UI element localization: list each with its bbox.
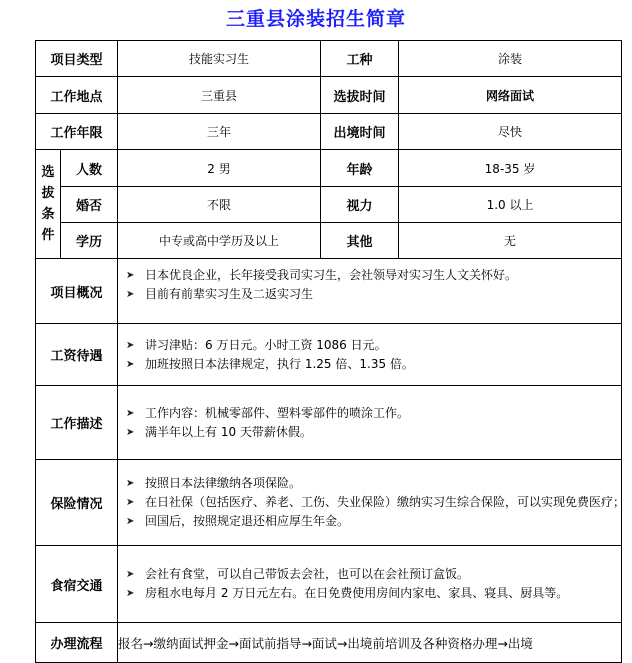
section-label: 工资待遇: [36, 324, 118, 386]
group-label-char: 拔: [41, 186, 55, 201]
field-value: 尽快: [399, 114, 622, 150]
section-content: [118, 546, 622, 623]
group-label-char: 选: [41, 165, 55, 180]
list-item: [124, 266, 621, 285]
list-item-text: 加班按照日本法律规定，执行 1.25 倍、1.35 倍。: [145, 356, 414, 371]
field-value: 三年: [118, 114, 321, 150]
list-item: [124, 404, 621, 423]
field-value: 2 男: [118, 150, 321, 187]
info-row: [36, 41, 622, 77]
group-label-char: 件: [41, 228, 55, 243]
arrow-bullet-icon: ➤: [126, 358, 135, 370]
list-item: [124, 584, 621, 603]
process-flow: 报名→缴纳面试押金→面试前指导→面试→出境前培训及各种资格办理→出境: [118, 623, 622, 663]
field-value: 无: [399, 223, 622, 259]
field-label: 项目类型: [36, 41, 118, 77]
list-item-text: 满半年以上有 10 天带薪休假。: [145, 424, 312, 439]
list-item: [124, 493, 626, 512]
info-row: [36, 77, 622, 114]
field-label: 出境时间: [321, 114, 399, 150]
arrow-bullet-icon: ➤: [126, 569, 135, 580]
page-title: 三重县涂装招生简章: [225, 8, 406, 30]
selection-row: [36, 187, 622, 223]
arrow-bullet-icon: ➤: [126, 497, 135, 508]
list-item-text: 日本优良企业，长年接受我司实习生，会社领导对实习生人文关怀好。: [145, 268, 518, 282]
section-label: 保险情况: [36, 460, 118, 546]
list-item-text: 工作内容：机械零部件、塑料零部件的喷涂工作。: [145, 405, 410, 420]
list-item-text: 目前有前辈实习生及二返实习生: [145, 287, 314, 301]
field-label: 婚否: [61, 187, 118, 223]
list-item: [124, 474, 621, 493]
section-label: 办理流程: [36, 623, 118, 663]
info-row: [36, 114, 622, 150]
field-value: 技能实习生: [118, 41, 321, 77]
field-label: 工作年限: [36, 114, 118, 150]
arrow-bullet-icon: ➤: [126, 588, 135, 599]
section-label: 工作描述: [36, 386, 118, 460]
field-value: 18-35 岁: [399, 150, 622, 187]
selection-group-label: [36, 150, 61, 259]
arrow-bullet-icon: ➤: [126, 426, 135, 438]
section-row: [36, 324, 622, 386]
recruitment-table: [35, 40, 626, 663]
field-label: 人数: [61, 150, 118, 187]
field-label: 工作地点: [36, 77, 118, 114]
section-row: [36, 259, 622, 324]
selection-row: [36, 223, 622, 259]
section-row: [36, 546, 622, 623]
arrow-bullet-icon: ➤: [126, 339, 135, 351]
field-value: 1.0 以上: [399, 187, 622, 223]
list-item: [124, 512, 621, 531]
field-label: 其他: [321, 223, 399, 259]
section-content: [118, 259, 622, 324]
section-label: 项目概况: [36, 259, 118, 324]
list-item: [124, 285, 621, 304]
section-content: [118, 386, 622, 460]
arrow-bullet-icon: ➤: [126, 478, 135, 489]
process-row: [36, 623, 622, 663]
list-item-text: 回国后，按照规定退还相应厚生年金。: [145, 514, 350, 528]
list-item: [124, 423, 621, 442]
arrow-bullet-icon: ➤: [126, 289, 135, 300]
field-value: 中专或高中学历及以上: [118, 223, 321, 259]
field-label: 工种: [321, 41, 399, 77]
field-value: 网络面试: [399, 77, 622, 114]
arrow-bullet-icon: ➤: [126, 270, 135, 281]
list-item-text: 按照日本法律缴纳各项保险。: [145, 476, 302, 490]
arrow-bullet-icon: ➤: [126, 516, 135, 527]
list-item: [124, 565, 621, 584]
field-label: 学历: [61, 223, 118, 259]
list-item: [124, 355, 621, 374]
section-content: [118, 324, 622, 386]
list-item-text: 会社有食堂，可以自己带饭去会社，也可以在会社预订盒饭。: [145, 567, 470, 581]
section-label: 食宿交通: [36, 546, 118, 623]
field-label: 视力: [321, 187, 399, 223]
field-label: 选拔时间: [321, 77, 399, 114]
list-item: [124, 336, 621, 355]
field-value: 三重县: [118, 77, 321, 114]
list-item-text: 讲习津贴：6 万日元。小时工资 1086 日元。: [145, 337, 387, 352]
field-value: 涂装: [399, 41, 622, 77]
section-content: [118, 460, 626, 546]
section-row: [36, 386, 622, 460]
list-item-text: 房租水电每月 2 万日元左右。在日免费使用房间内家电、家具、寝具、厨具等。: [145, 586, 569, 600]
section-row: [36, 460, 622, 546]
list-item-text: 在日社保（包括医疗、养老、工伤、失业保险）缴纳实习生综合保险，可以实现免费医疗；: [145, 495, 626, 509]
arrow-bullet-icon: ➤: [126, 407, 135, 419]
field-value: 不限: [118, 187, 321, 223]
group-label-char: 条: [41, 207, 55, 222]
field-label: 年龄: [321, 150, 399, 187]
selection-row: [36, 150, 622, 187]
